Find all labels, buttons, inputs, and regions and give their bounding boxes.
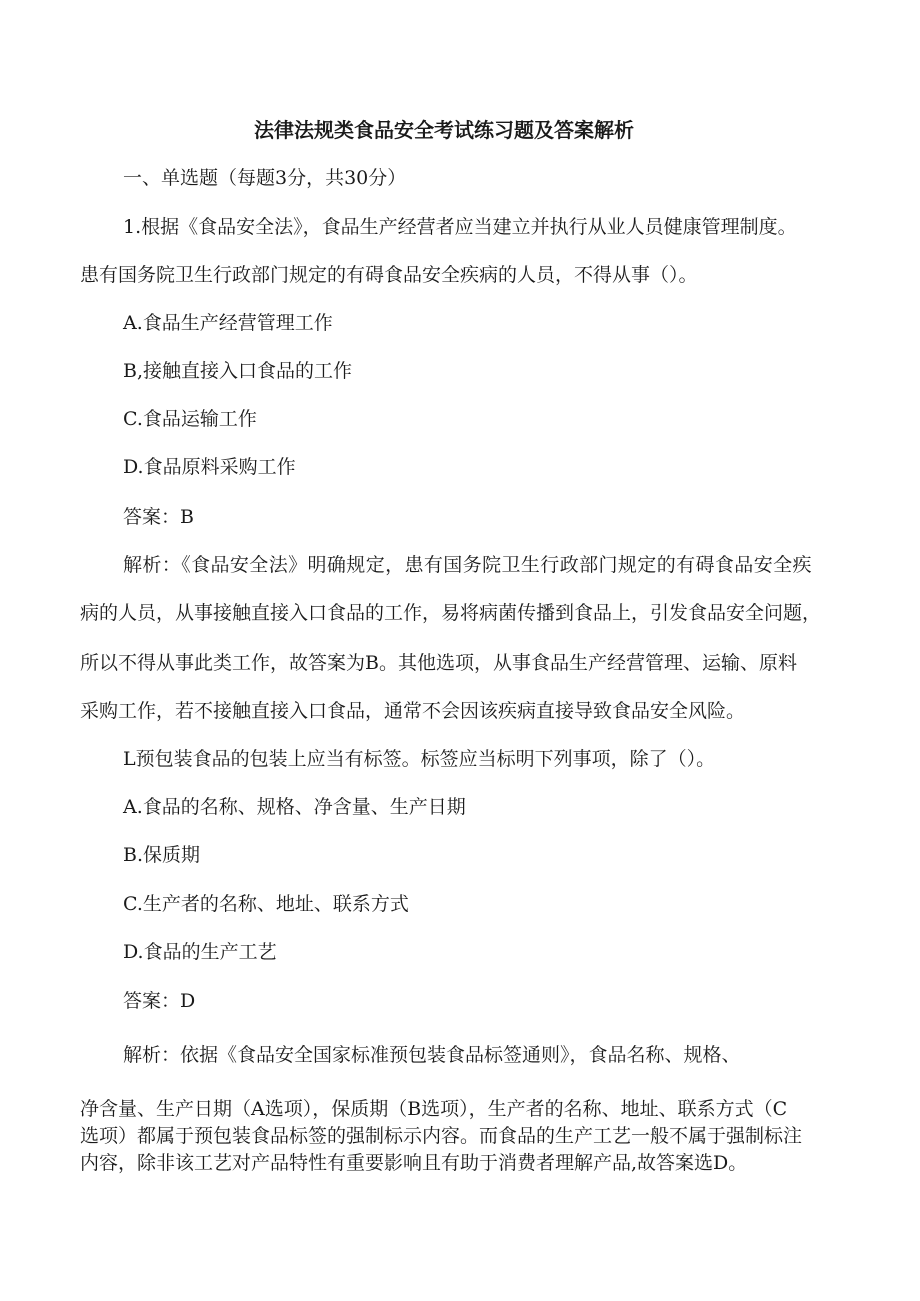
question-1-analysis-line-2: 病的人员，从事接触直接入口食品的工作，易将病菌传播到食品上，引发食品安全问题， bbox=[80, 602, 822, 624]
question-1-option-d: D.食品原料采购工作 bbox=[123, 456, 296, 478]
question-1-analysis-line-1: 解析：《食品安全法》明确规定，患有国务院卫生行政部门规定的有碍食品安全疾 bbox=[123, 554, 812, 576]
question-2-option-b: B.保质期 bbox=[123, 844, 201, 866]
question-2-answer: 答案：D bbox=[123, 990, 196, 1012]
question-1-option-a: A.食品生产经营管理工作 bbox=[123, 312, 333, 334]
question-2-option-d: D.食品的生产工艺 bbox=[123, 941, 277, 963]
question-2-option-a: A.食品的名称、规格、净含量、生产日期 bbox=[123, 796, 466, 818]
question-1-stem-line-1: 1.根据《食品安全法》，食品生产经营者应当建立并执行从业人员健康管理制度。 bbox=[123, 216, 797, 238]
question-2-analysis-line-3: 选项）都属于预包装食品标签的强制标示内容。而食品的生产工艺一般不属于强制标注 bbox=[80, 1125, 803, 1147]
question-2-stem-line-1: L预包装食品的包装上应当有标签。标签应当标明下列事项，除了（）。 bbox=[123, 748, 716, 770]
page-title: 法律法规类食品安全考试练习题及答案解析 bbox=[254, 118, 634, 142]
question-1-analysis-line-4: 采购工作，若不接触直接入口食品，通常不会因该疾病直接导致食品安全风险。 bbox=[80, 700, 746, 722]
section-header: 一、单选题（每题3分，共30分） bbox=[123, 167, 407, 189]
question-2-analysis-line-1: 解析：依据《食品安全国家标准预包装食品标签通则》，食品名称、规格、 bbox=[123, 1044, 741, 1066]
question-2-option-c: C.生产者的名称、地址、联系方式 bbox=[123, 893, 409, 915]
question-1-option-b: B,接触直接入口食品的工作 bbox=[123, 360, 353, 382]
question-1-stem-line-2: 患有国务院卫生行政部门规定的有碍食品安全疾病的人员，不得从事（）。 bbox=[80, 264, 698, 286]
question-1-answer: 答案：B bbox=[123, 506, 194, 528]
question-2-analysis-line-2: 净含量、生产日期（A选项），保质期（B选项），生产者的名称、地址、联系方式（C bbox=[80, 1098, 788, 1120]
question-2-analysis-line-4: 内容，除非该工艺对产品特性有重要影响且有助于消费者理解产品,故答案选D。 bbox=[80, 1152, 748, 1174]
question-1-option-c: C.食品运输工作 bbox=[123, 408, 257, 430]
question-1-analysis-line-3: 所以不得从事此类工作，故答案为B。其他选项，从事食品生产经营管理、运输、原料 bbox=[80, 652, 797, 674]
